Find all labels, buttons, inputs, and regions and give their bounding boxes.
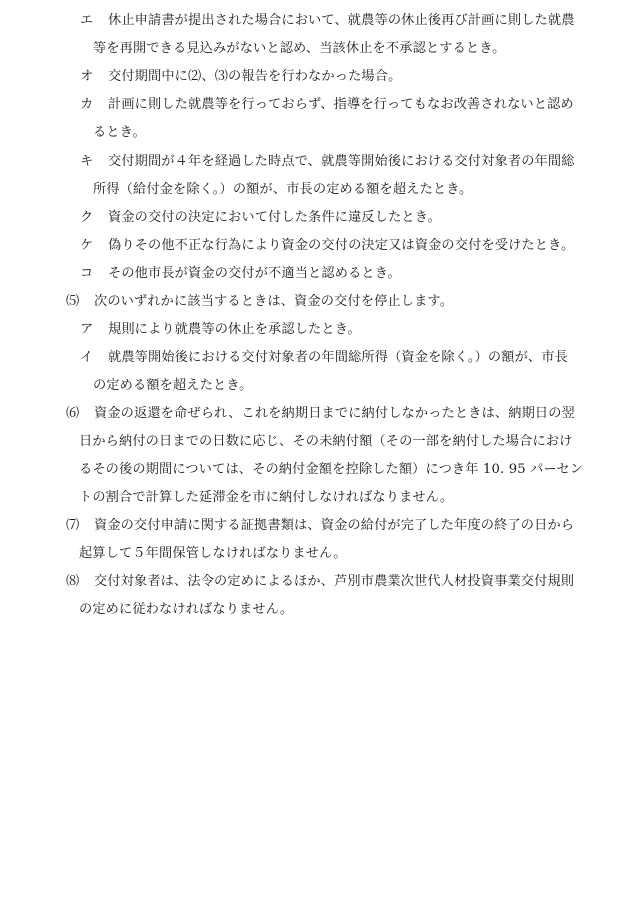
item-ke-marker: ケ	[80, 238, 94, 253]
section-5-line-1	[66, 294, 453, 310]
section-7-line-2: 起算して５年間保管しなければなりません。	[79, 546, 347, 561]
item-ko-line-1	[80, 266, 401, 282]
item-ki-text-1: 交付期間が４年を経過した時点で、就農等開始後における交付対象者の年間総	[108, 154, 575, 169]
section-5-item-i-marker: イ	[80, 350, 94, 365]
section-8-text-1: 交付対象者は、法令の定めによるほか、芦別市農業次世代人材投資事業交付規則	[94, 574, 575, 589]
item-ki-line-1	[80, 154, 575, 170]
section-8-line-1	[66, 574, 574, 590]
item-ka-text-1: 計画に則した就農等を行っておらず、指導を行ってもなお改善されないと認め	[108, 97, 574, 112]
section-6-line-2: 日から納付の日までの日数に応じ、その未納付額（その一部を納付した場合におけ	[79, 434, 573, 449]
section-5-item-a-line-1	[80, 322, 361, 338]
item-ka-line-2: るとき。	[93, 125, 146, 140]
item-e-marker: エ	[80, 13, 94, 28]
section-5-item-a-marker: ア	[80, 322, 94, 337]
item-ko-text-1: その他市長が資金の交付が不適当と認めるとき。	[108, 266, 401, 281]
item-ku-marker: ク	[80, 210, 94, 225]
item-e-text-1: 休止申請書が提出された場合において、就農等の休止後再び計画に則した就農	[108, 13, 575, 28]
section-6-line-1	[66, 406, 575, 422]
section-5-marker: ⑸	[66, 294, 80, 309]
section-7-marker: ⑺	[66, 518, 80, 533]
item-ki-marker: キ	[80, 154, 94, 169]
section-8-marker: ⑻	[66, 574, 80, 589]
section-5-text-1: 次のいずれかに該当するときは、資金の交付を停止します。	[94, 294, 454, 309]
item-o-marker: オ	[80, 69, 94, 84]
section-6-line-3: るその後の期間については、その納付金額を控除した額）につき年 10. 95 パーセン	[79, 462, 584, 477]
section-7-line-1	[66, 518, 574, 534]
item-ke-line-1	[80, 238, 574, 254]
item-o-text-1: 交付期間中に⑵、⑶の報告を行わなかった場合。	[108, 69, 402, 84]
section-6-line-4: トの割合で計算した延滞金を市に納付しなければなりません。	[79, 490, 454, 505]
item-o-line-1	[80, 69, 401, 85]
section-7-text-1: 資金の交付申請に関する証拠書類は、資金の給付が完了した年度の終了の日から	[94, 518, 575, 533]
section-5-item-i-text-1: 就農等開始後における交付対象者の年間総所得（資金を除く。）の額が、市長	[108, 350, 568, 365]
section-8-line-2: の定めに従わなければなりません。	[79, 602, 294, 617]
item-ki-line-2: 所得（給付金を除く。）の額が、市長の定める額を超えたとき。	[93, 182, 473, 197]
item-ku-line-1	[80, 210, 441, 226]
section-5-item-a-text-1: 規則により就農等の休止を承認したとき。	[108, 322, 361, 337]
item-ke-text-1: 偽りその他不正な行為により資金の交付の決定又は資金の交付を受けたとき。	[108, 238, 575, 253]
item-ku-text-1: 資金の交付の決定において付した条件に違反したとき。	[108, 210, 441, 225]
section-6-text-1: 資金の返還を命ぜられ、これを納期日までに納付しなかったときは、納期日の翌	[94, 406, 575, 421]
item-e-line-2: 等を再開できる見込みがないと認め、当該休止を不承認とするとき。	[93, 41, 506, 56]
section-5-item-i-line-1	[80, 350, 568, 366]
item-ka-line-1	[80, 97, 574, 113]
item-ko-marker: コ	[80, 266, 94, 281]
item-ka-marker: カ	[80, 97, 94, 112]
section-6-marker: ⑹	[66, 406, 80, 421]
section-5-item-i-line-2: の定める額を超えたとき。	[93, 378, 253, 393]
item-e-line-1	[80, 13, 575, 29]
